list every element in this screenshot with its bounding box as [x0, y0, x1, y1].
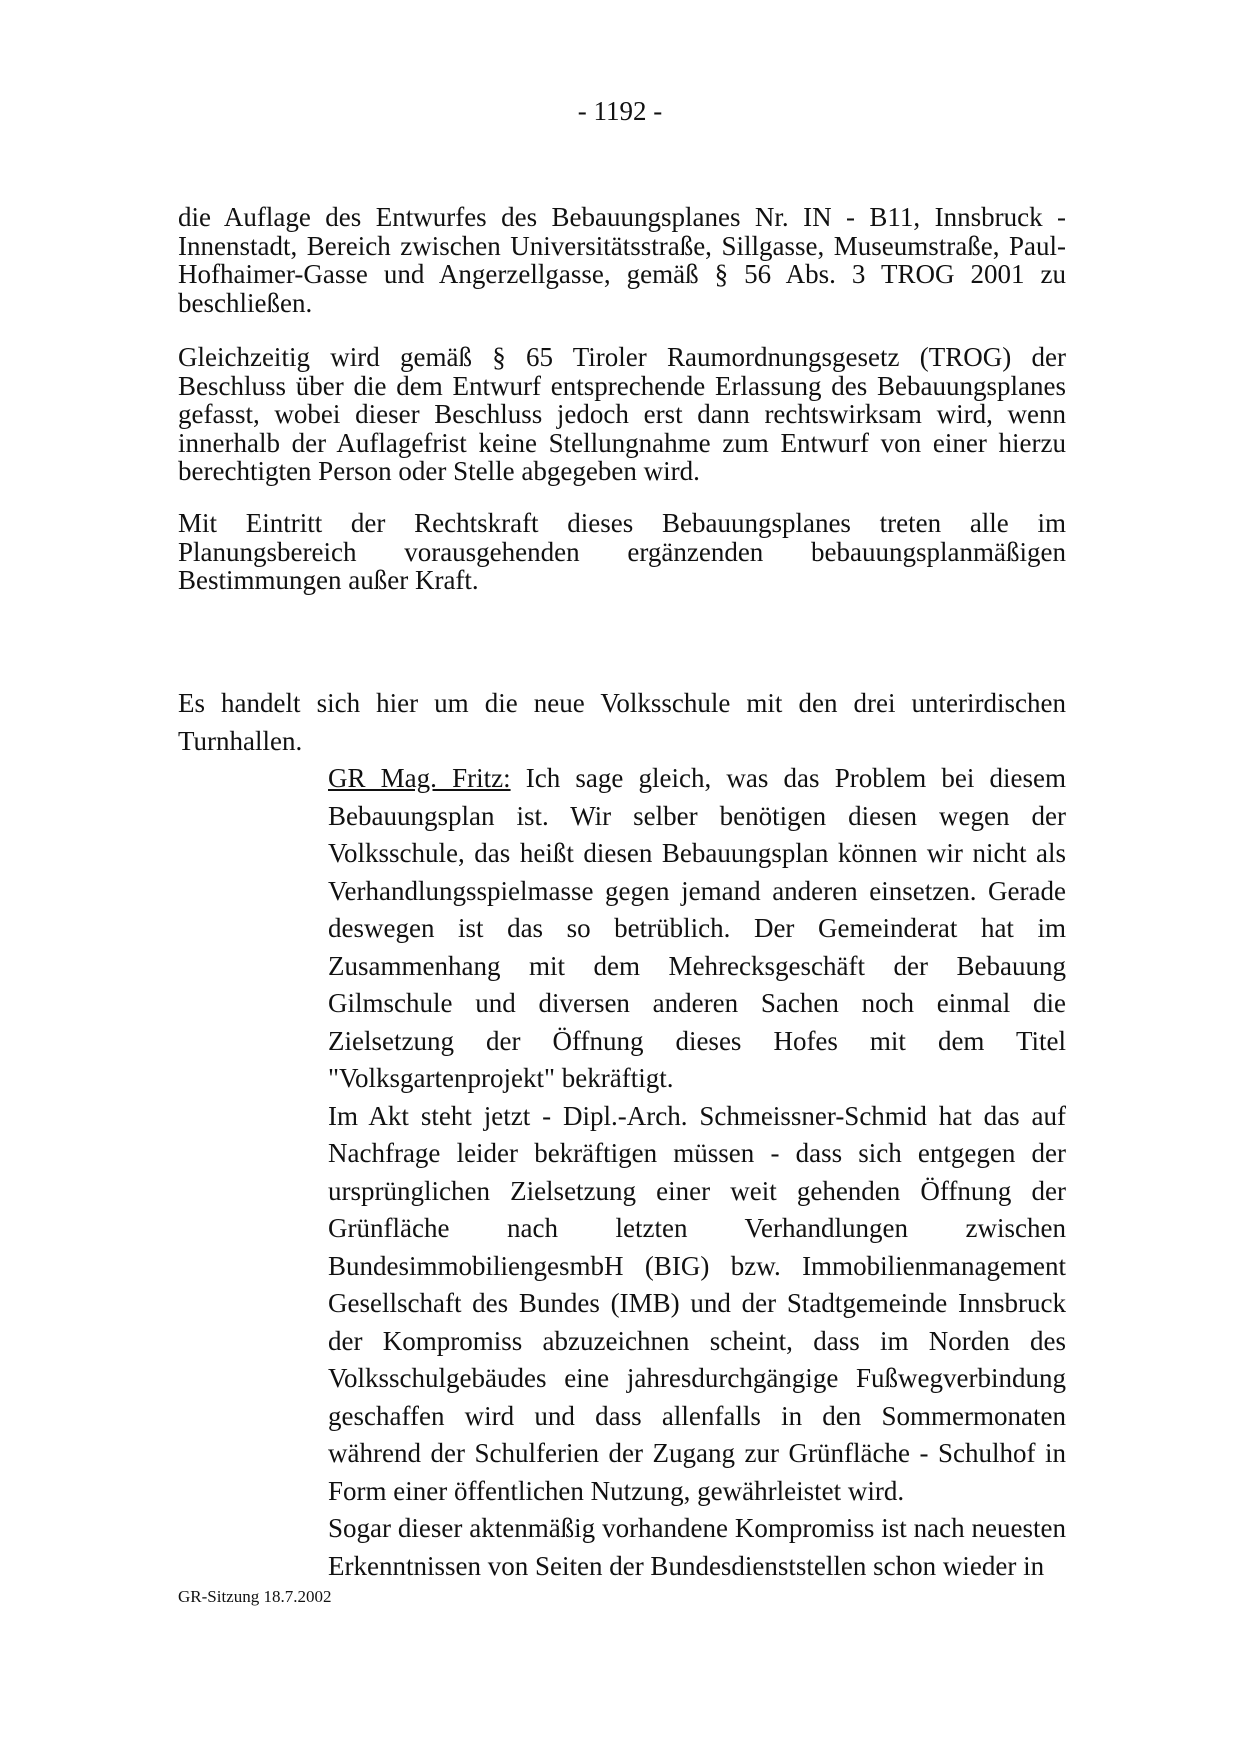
footer-session: GR-Sitzung 18.7.2002	[178, 1587, 332, 1606]
speech-paragraph-3: Sogar dieser aktenmäßig vorhandene Kompromiss ist nach neuesten Erkenntnissen von Seiten der Bundesdienststellen schon wieder in	[328, 1513, 1066, 1581]
intro-paragraph: Es handelt sich hier um die neue Volksschule mit den drei unterirdischen Turnhallen.	[178, 688, 1066, 756]
resolution-paragraph-2: Gleichzeitig wird gemäß § 65 Tiroler Raumordnungsgesetz (TROG) der Beschluss über die dem Entwurf entsprechende Erlassung des Bebauungsplanes gefasst, wobei dieser Beschluss jedoch erst dann rechtswirksam wird, wenn innerhalb der Auflagefrist keine Stellungnahme zum Entwurf von einer hierzu berechtigten Person oder Stelle abgegeben wird.	[178, 342, 1066, 486]
resolution-paragraph-1: die Auflage des Entwurfes des Bebauungsplanes Nr. IN - B11, Innsbruck - Innenstadt, Bereich zwischen Universitätsstraße, Sillgasse, Museumstraße, Paul-Hofhaimer-Gasse und Angerzellgasse, gemäß § 56 Abs. 3 TROG 2001 zu beschließen.	[178, 202, 1066, 318]
speaker-name: GR Mag. Fritz:	[328, 763, 511, 793]
discussion-text	[178, 685, 1066, 1585]
resolution-paragraph-3: Mit Eintritt der Rechtskraft dieses Bebauungsplanes treten alle im Planungsbereich vorausgehenden ergänzenden bebauungsplanmäßigen Bestimmungen außer Kraft.	[178, 508, 1066, 595]
speech-paragraph-1	[178, 760, 1066, 1098]
page-number: - 1192 -	[577, 96, 663, 126]
speech-text-1: Ich sage gleich, was das Problem bei diesem Bebauungsplan ist. Wir selber benötigen diesen wegen der Volksschule, das heißt diesen Bebauungsplan können wir nicht als Verhandlungsspielmasse gegen jemand anderen einsetzen. Gerade deswegen ist das so betrüblich. Der Gemeinderat hat im Zusammenhang mit dem Mehrecksgeschäft der Bebauung Gilmschule und diversen anderen Sachen noch einmal die Zielsetzung der Öffnung dieses Hofes mit dem Titel "Volksgartenprojekt" bekräftigt.	[328, 763, 1066, 1093]
speech-paragraph-2: Im Akt steht jetzt - Dipl.-Arch. Schmeissner-Schmid hat das auf Nachfrage leider bekräftigen müssen - dass sich entgegen der ursprünglichen Zielsetzung einer weit gehenden Öffnung der Grünfläche nach letzten Verhandlungen zwischen BundesimmobiliengesmbH (BIG) bzw. Immobilienmanagement Gesellschaft des Bundes (IMB) und der Stadtgemeinde Innsbruck der Kompromiss abzuzeichnen scheint, dass im Norden des Volksschulgebäudes eine jahresdurchgängige Fußwegverbindung geschaffen wird und dass allenfalls in den Sommermonaten während der Schulferien der Zugang zur Grünfläche - Schulhof in Form einer öffentlichen Nutzung, gewährleistet wird.	[328, 1100, 1066, 1506]
